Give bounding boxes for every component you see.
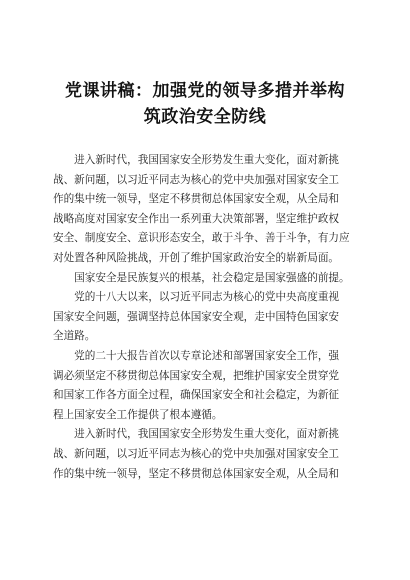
text-line: 战、新问题，以习近平同志为核心的党中央加强对国家安全工 [53, 173, 340, 186]
paragraph [53, 288, 365, 347]
paragraph [53, 425, 365, 484]
text-line: 程上国家安全工作提供了根本遵循。 [53, 408, 223, 421]
text-line: 调必须坚定不移贯彻总体国家安全观，把维护国家安全贯穿党 [53, 369, 340, 382]
paragraph [53, 347, 365, 425]
document-body [53, 151, 365, 484]
text-line: 作的集中统一领导，坚定不移贯彻总体国家安全观，从全局和 [53, 193, 340, 206]
text-line: 和国家工作各方面全过程，确保国家安全和社会稳定，为新征 [53, 389, 340, 402]
text-line: 进入新时代，我国国家安全形势发生重大变化，面对新挑 [53, 428, 340, 441]
text-line: 国家安全问题，强调坚持总体国家安全观，走中国特色国家安 [53, 310, 340, 323]
text-line: 对处置各种风险挑战，开创了维护国家政治安全的崭新局面。 [53, 251, 340, 264]
text-line: 战、新问题，以习近平同志为核心的党中央加强对国家安全工 [53, 447, 340, 460]
text-line: 作的集中统一领导，坚定不移贯彻总体国家安全观，从全局和 [53, 467, 340, 480]
paragraph [53, 151, 365, 269]
title-line: 筑政治安全防线 [143, 107, 267, 127]
text-line: 党的十八大以来，以习近平同志为核心的党中央高度重视 [53, 291, 340, 304]
text-line: 安全、制度安全、意识形态安全，敢于斗争、善于斗争，有力应 [53, 232, 350, 245]
text-line: 党的二十大报告首次以专章论述和部署国家安全工作，强 [53, 349, 340, 362]
document-title [40, 78, 370, 130]
text-line: 战略高度对国家安全作出一系列重大决策部署，坚定维护政权 [53, 212, 340, 225]
title-line: 党课讲稿：加强党的领导多措并举构 [65, 81, 345, 101]
paragraph [53, 269, 365, 289]
text-line: 全道路。 [53, 330, 96, 343]
text-line: 国家安全是民族复兴的根基，社会稳定是国家强盛的前提。 [53, 271, 350, 284]
text-line: 进入新时代，我国国家安全形势发生重大变化，面对新挑 [53, 154, 340, 166]
